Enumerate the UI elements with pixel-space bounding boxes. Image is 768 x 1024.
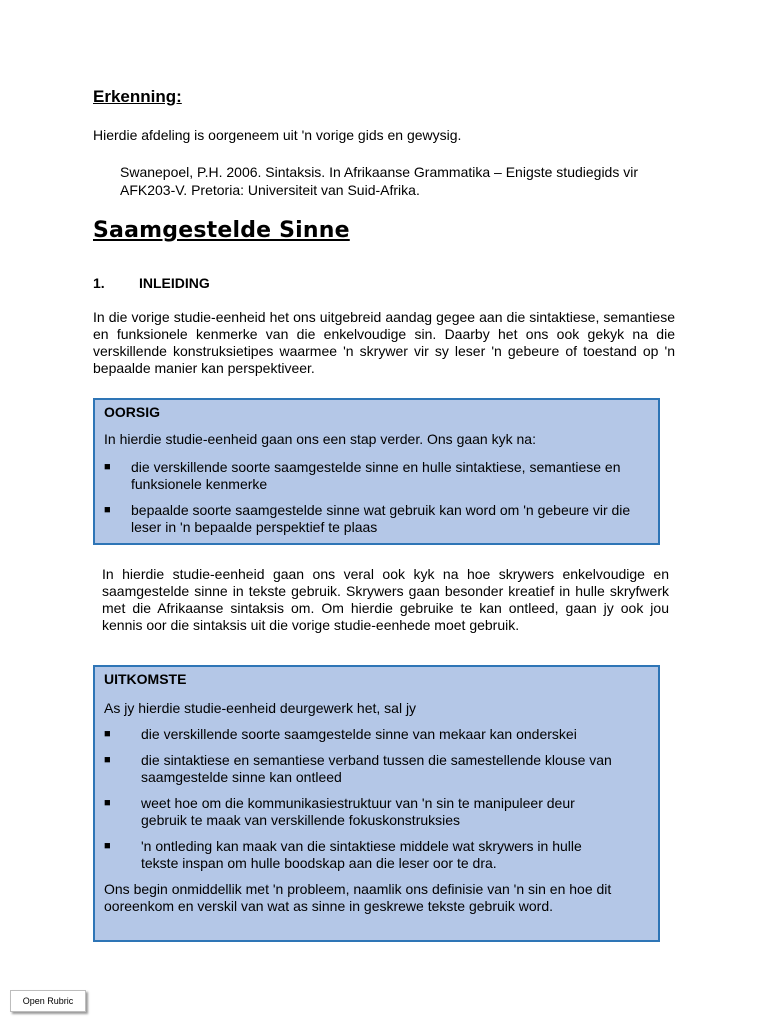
acknowledgement-heading: Erkenning:	[93, 87, 182, 106]
list-item-line: die verskillende soorte saamgestelde sinne en hulle sintaktiese, semantiese en	[131, 459, 621, 475]
list-item	[104, 795, 649, 829]
intro-paragraph: In die vorige studie-eenheid het ons uitgebreid aandag gegee aan die sintaktiese, semantiese en funksionele kenmerke van die enkelvoudige sin. Daarby het ons ook gekyk na die verskillende konstruksietipes waarmee 'n skrywer vir sy leser 'n gebeure of toestand op 'n bepaalde manier kan perspektiveer.	[93, 309, 675, 376]
list-item-line: die sintaktiese en semantiese verband tussen die samestellende klouse van	[141, 752, 612, 768]
list-item	[104, 838, 649, 872]
section-title: INLEIDING	[139, 275, 210, 291]
citation-line: Swanepoel, P.H. 2006. Sintaksis. In Afrikaanse Grammatika – Enigste studiegids vir	[120, 164, 639, 180]
outcomes-intro: As jy hierdie studie-eenheid deurgewerk het, sal jy	[104, 700, 417, 716]
bullet-icon: ■	[104, 728, 111, 740]
list-item-line: gebruik te maak van verskillende fokuskonstruksies	[141, 812, 461, 828]
page-title: Saamgestelde Sinne	[93, 218, 350, 243]
list-item-line: 'n ontleding kan maak van die sintaktiese middele wat skrywers in hulle	[141, 838, 582, 854]
list-item	[104, 459, 649, 493]
open-rubric-button[interactable]	[10, 990, 86, 1012]
acknowledgement-intro: Hierdie afdeling is oorgeneem uit 'n vorige gids en gewysig.	[93, 127, 462, 143]
list-item-line: weet hoe om die kommunikasiestruktuur van 'n sin te manipuleer deur	[141, 795, 575, 811]
list-item	[104, 502, 649, 536]
middle-paragraph: In hierdie studie-eenheid gaan ons veral ook kyk na hoe skrywers enkelvoudige en saamgestelde sinne in tekste gebruik. Skrywers gaan besonder kreatief in hulle skryfwerk met die Afrikaanse sintaksis om. Om hierdie gebruike te kan ontleed, gaan jy ook jou kennis oor die sintaksis uit die vorige studie-eenhede moet gebruik.	[102, 566, 669, 633]
outcomes-closing	[104, 881, 649, 915]
overview-box	[93, 398, 660, 545]
bullet-icon: ■	[104, 754, 111, 766]
citation-line: AFK203-V. Pretoria: Universiteit van Suid-Afrika.	[120, 182, 420, 198]
list-item-line: leser in 'n bepaalde perspektief te plaas	[131, 519, 378, 535]
closing-line: ooreenkom en verskil van wat as sinne in geskrewe tekste gebruik word.	[104, 898, 553, 914]
outcomes-title: UITKOMSTE	[104, 671, 187, 687]
bullet-icon: ■	[104, 840, 111, 852]
list-item-line: tekste inspan om hulle boodskap aan die leser oor te dra.	[141, 855, 497, 871]
list-item-line: funksionele kenmerke	[131, 476, 268, 492]
closing-line: Ons begin onmiddellik met 'n probleem, naamlik ons definisie van 'n sin en hoe dit	[104, 881, 612, 897]
list-item-line: bepaalde soorte saamgestelde sinne wat gebruik kan word om 'n gebeure vir die	[131, 502, 631, 518]
list-item	[104, 752, 649, 786]
list-item	[104, 726, 649, 743]
list-item-line: die verskillende soorte saamgestelde sinne van mekaar kan onderskei	[141, 726, 577, 742]
bullet-icon: ■	[104, 461, 111, 473]
citation	[120, 163, 680, 199]
section-heading	[93, 275, 210, 291]
overview-title: OORSIG	[104, 404, 161, 420]
list-item-line: saamgestelde sinne kan ontleed	[141, 769, 342, 785]
overview-intro: In hierdie studie-eenheid gaan ons een stap verder. Ons gaan kyk na:	[104, 431, 536, 447]
bullet-icon: ■	[104, 504, 111, 516]
open-rubric-label: Open Rubric	[22, 996, 74, 1006]
outcomes-box	[93, 665, 660, 942]
section-number: 1.	[93, 275, 105, 291]
bullet-icon: ■	[104, 797, 111, 809]
